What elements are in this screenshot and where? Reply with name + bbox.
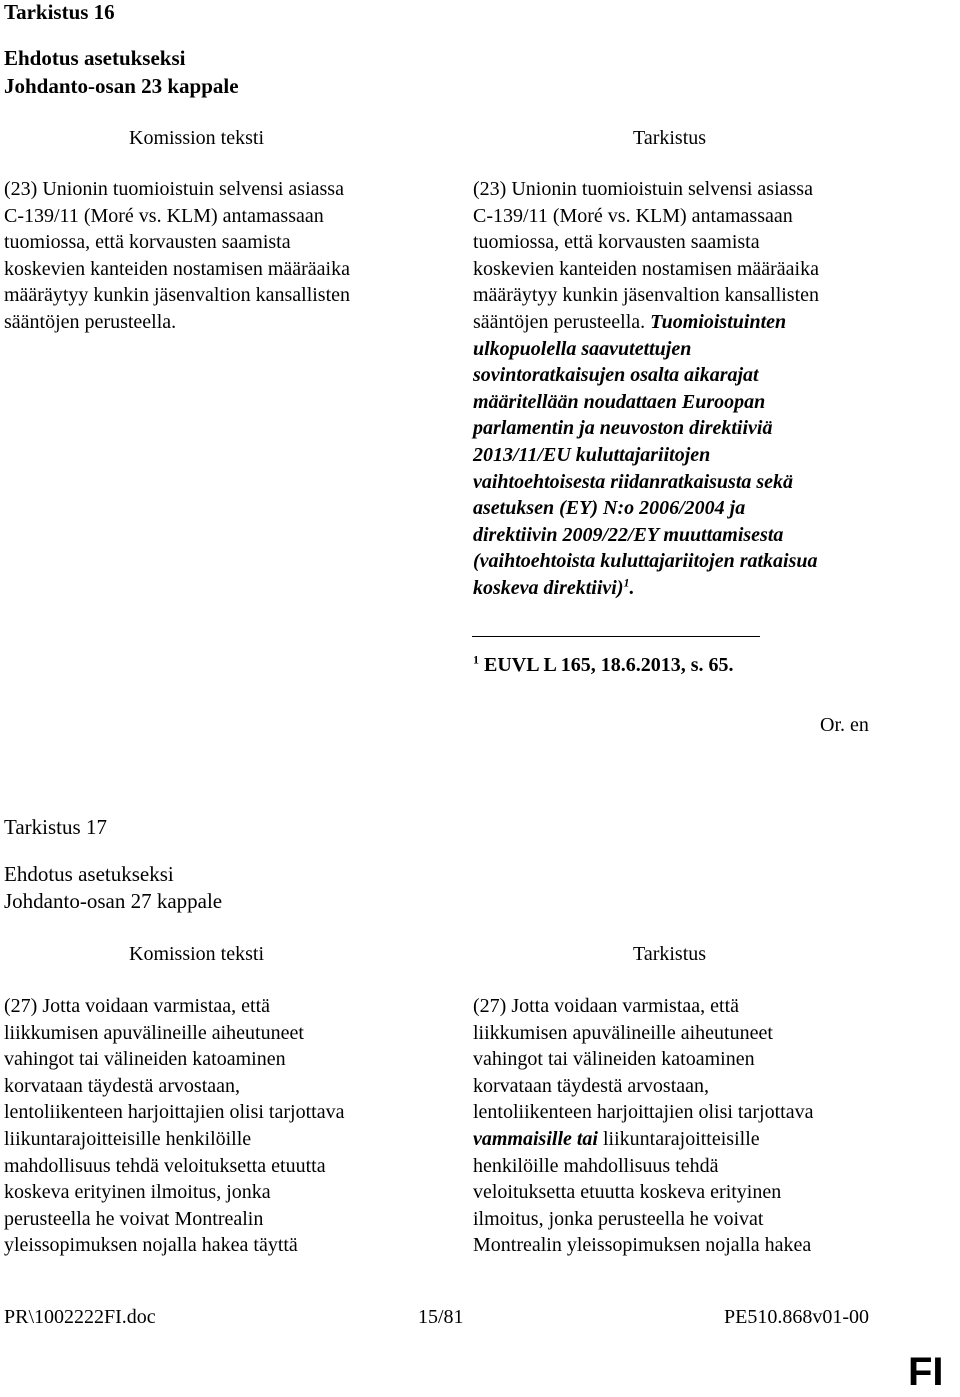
text-line: ilmoitus, jonka perusteella he voivat xyxy=(473,1207,764,1230)
text-line: liikkumisen apuvälineille aiheutuneet xyxy=(4,1021,304,1044)
text-line: (23) Unionin tuomioistuin selvensi asiassa xyxy=(473,178,813,200)
text-line: sääntöjen perusteella. xyxy=(4,310,177,333)
amendment-16-left-heading: Komission teksti xyxy=(129,127,265,149)
amendment-17-proposal: Ehdotus asetukseksi xyxy=(4,862,174,886)
inserted-line: asetuksen (EY) N:o 2006/2004 ja xyxy=(473,497,746,520)
amendment-16-amended-text xyxy=(473,176,819,602)
inserted-text: koskeva direktiivi) xyxy=(473,576,624,599)
text-line: koskevien kanteiden nostamisen määräaika xyxy=(473,257,819,280)
text-line: koskevien kanteiden nostamisen määräaika xyxy=(4,257,350,280)
inserted-line: ulkopuolella saavutettujen xyxy=(473,337,692,360)
inserted-line: 2013/11/EU kuluttajariitojen xyxy=(473,443,711,466)
text-line-mixed xyxy=(473,1126,813,1153)
text-line: C-139/11 (Moré vs. KLM) antamassaan xyxy=(4,204,324,227)
text-line: lentoliikenteen harjoittajien olisi tarjottava xyxy=(4,1101,345,1124)
footer-doc-reference: PR\1002222FI.doc xyxy=(4,1306,156,1328)
footer-language-code: FI xyxy=(908,1350,944,1394)
text-line: C-139/11 (Moré vs. KLM) antamassaan xyxy=(473,204,793,227)
inserted-text: Tuomioistuinten xyxy=(650,310,787,333)
footnote-separator xyxy=(472,636,760,637)
amendment-16-right-heading: Tarkistus xyxy=(633,127,707,149)
amendment-16-recital: Johdanto-osan 23 kappale xyxy=(4,74,239,98)
inserted-line: direktiivin 2009/22/EY muuttamisesta xyxy=(473,523,784,546)
amendment-17-commission-text xyxy=(4,993,344,1259)
amendment-17-recital: Johdanto-osan 27 kappale xyxy=(4,889,223,913)
text-line: (27) Jotta voidaan varmistaa, että xyxy=(4,995,271,1017)
text-line: liikkumisen apuvälineille aiheutuneet xyxy=(473,1021,773,1044)
footnote-reference[interactable]: 1 xyxy=(623,575,630,590)
inserted-line: sovintoratkaisujen osalta aikarajat xyxy=(473,364,759,387)
text-line: korvataan täydestä arvostaan, xyxy=(473,1074,710,1097)
footnote-text: EUVL L 165, 18.6.2013, s. 65. xyxy=(479,654,734,676)
text-line: määräytyy kunkin jäsenvaltion kansallisten xyxy=(4,284,351,307)
text-line: liikuntarajoitteisille henkilöille xyxy=(4,1127,252,1150)
text-line: mahdollisuus tehdä veloituksetta etuutta xyxy=(4,1154,326,1177)
text-line: korvataan täydestä arvostaan, xyxy=(4,1074,241,1097)
text-line: henkilöille mahdollisuus tehdä xyxy=(473,1154,719,1177)
footer-page-number: 15/81 xyxy=(418,1306,464,1328)
inserted-line: parlamentin ja neuvoston direktiiviä xyxy=(473,417,773,440)
footnote-number: 1 xyxy=(473,652,479,667)
footer-pe-reference: PE510.868v01-00 xyxy=(724,1306,869,1328)
amendment-16-proposal: Ehdotus asetukseksi xyxy=(4,46,186,70)
text-line: koskeva erityinen ilmoitus, jonka xyxy=(4,1181,271,1204)
text-line-mixed xyxy=(473,575,819,602)
text-line: tuomiossa, että korvausten saamista xyxy=(473,231,760,254)
plain-text: sääntöjen perusteella. xyxy=(473,310,651,333)
inserted-line: määritellään noudattaen Euroopan xyxy=(473,390,766,413)
text-line: lentoliikenteen harjoittajien olisi tarjottava xyxy=(473,1101,814,1124)
inserted-line: (vaihtoehtoista kuluttajariitojen ratkaisua xyxy=(473,550,818,573)
text-line: veloituksetta etuutta koskeva erityinen xyxy=(473,1181,782,1204)
text-line: (23) Unionin tuomioistuin selvensi asiassa xyxy=(4,178,344,200)
text-line: perusteella he voivat Montrealin xyxy=(4,1207,264,1230)
text-line: tuomiossa, että korvausten saamista xyxy=(4,231,291,254)
inserted-text: vammaisille tai xyxy=(473,1127,598,1150)
amendment-17-right-heading: Tarkistus xyxy=(633,943,707,965)
text-line: vahingot tai välineiden katoaminen xyxy=(473,1048,755,1071)
amendment-17-amended-text xyxy=(473,993,813,1259)
plain-text: liikuntarajoitteisille xyxy=(598,1127,760,1150)
amendment-17-left-heading: Komission teksti xyxy=(129,943,265,965)
text-line-mixed xyxy=(473,309,819,336)
amendment-17-title: Tarkistus 17 xyxy=(4,815,107,839)
text-line: vahingot tai välineiden katoaminen xyxy=(4,1048,286,1071)
inserted-line: vaihtoehtoisesta riidanratkaisusta sekä xyxy=(473,470,794,493)
original-language: Or. en xyxy=(820,714,869,736)
text-line: määräytyy kunkin jäsenvaltion kansallisten xyxy=(473,284,820,307)
inserted-text: . xyxy=(629,576,635,599)
text-line: Montrealin yleissopimuksen nojalla hakea xyxy=(473,1234,812,1257)
footnote xyxy=(473,654,733,677)
amendment-16-commission-text xyxy=(4,176,350,336)
text-line: (27) Jotta voidaan varmistaa, että xyxy=(473,995,740,1017)
text-line: yleissopimuksen nojalla hakea täyttä xyxy=(4,1234,298,1257)
amendment-16-title: Tarkistus 16 xyxy=(4,0,115,24)
